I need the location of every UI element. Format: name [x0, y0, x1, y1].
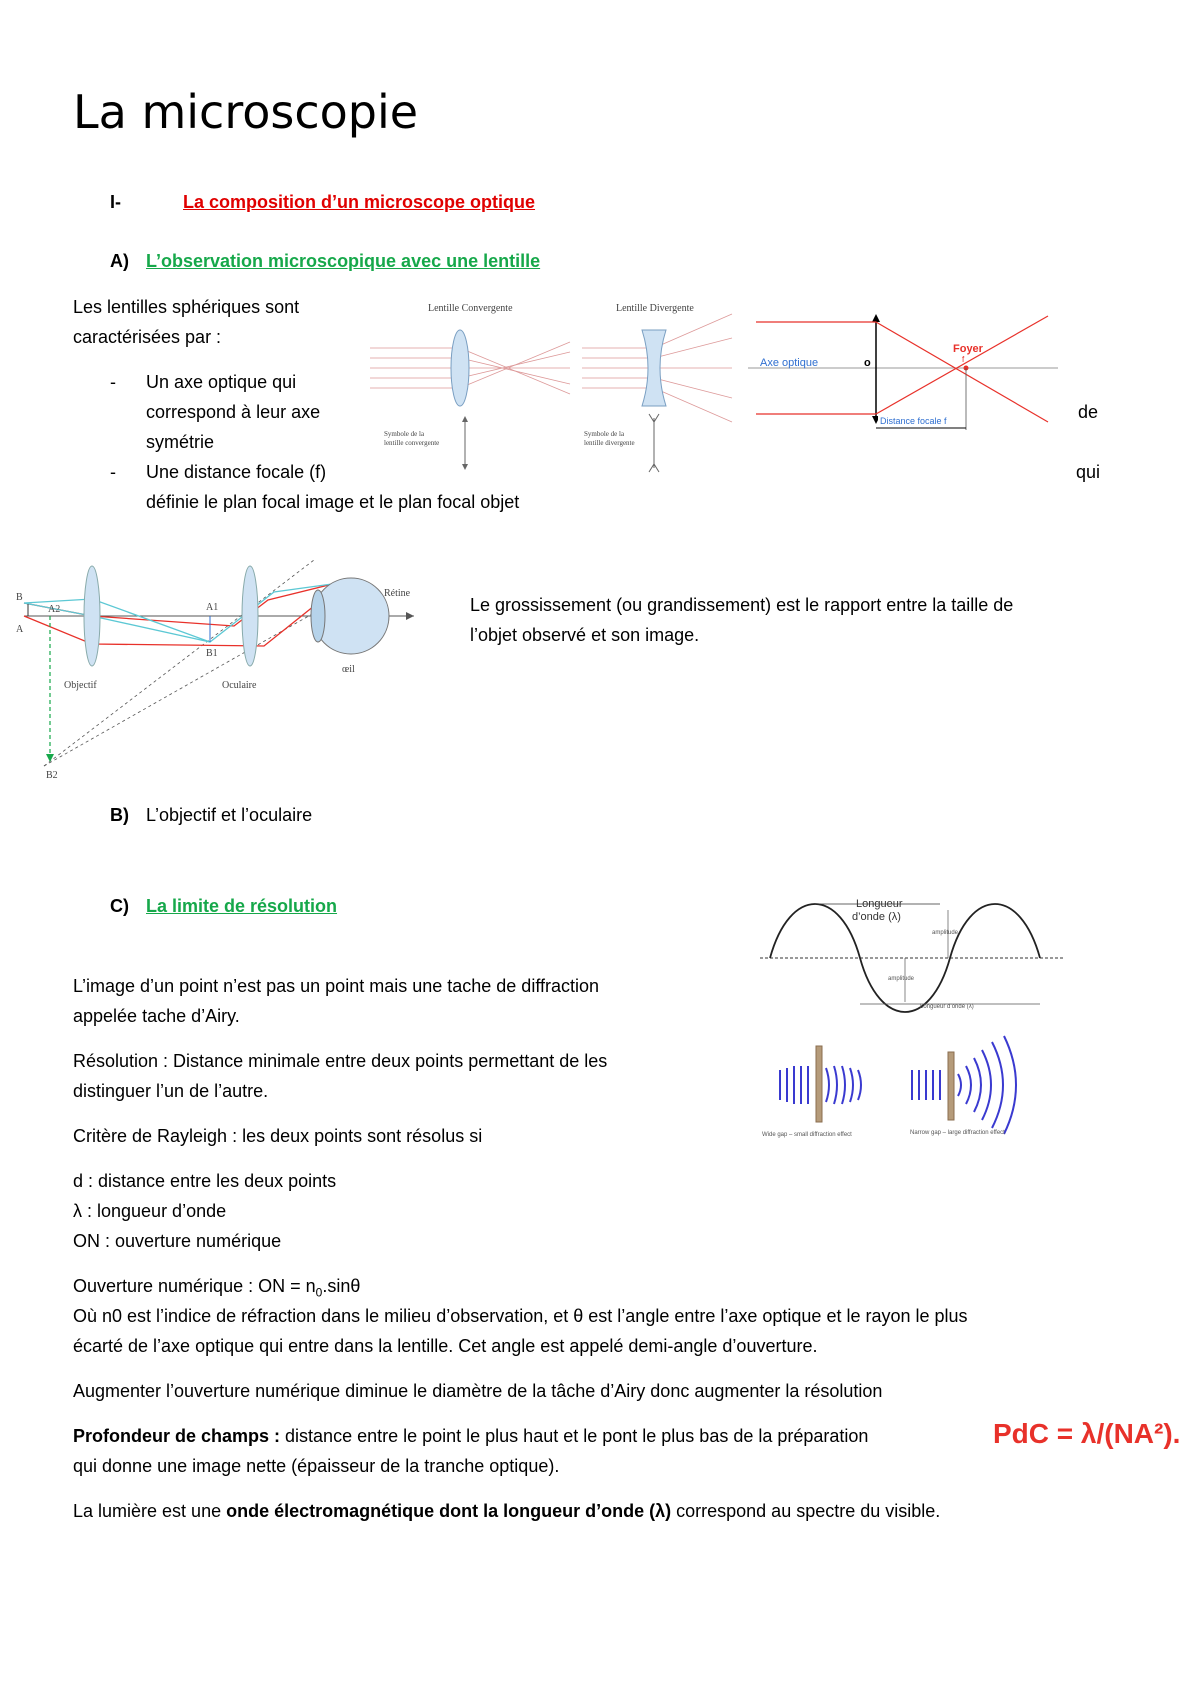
diffraction-figure: [760, 1030, 1060, 1140]
converging-symbol-label-2: lentille convergente: [384, 439, 440, 447]
subsection-b-number: B): [110, 805, 129, 825]
label-a1: A1: [206, 602, 219, 613]
label-a: A: [16, 624, 24, 635]
ouverture-line-2: Où n0 est l’indice de réfraction dans le milieu d’observation, et θ est l’angle entre l’axe optique et le rayon le plus: [73, 1306, 968, 1326]
diverging-symbol-label-1: Symbole de la: [584, 430, 625, 438]
wavelength-figure: [760, 896, 1070, 1016]
bullet-1-line-1: Un axe optique qui: [146, 372, 297, 392]
grossissement-line-2: l’objet observé et son image.: [470, 625, 700, 645]
label-b: B: [16, 592, 23, 603]
diverging-symbol-label-2: lentille divergente: [584, 439, 635, 447]
subsection-a-number: A): [110, 251, 129, 271]
bullet-1-tail: de: [1078, 402, 1099, 422]
focus-label: Foyer: [953, 343, 983, 355]
converging-lens-title: Lentille Convergente: [428, 303, 513, 314]
subsection-c-number: C): [110, 896, 129, 916]
label-a2: A2: [48, 604, 61, 615]
ouverture-formula: Ouverture numérique : ON = $n_0.\sin\theta$: [73, 1276, 361, 1300]
page-title: La microscopie: [73, 85, 419, 139]
bullet-2-line: Une distance focale (f): [146, 462, 327, 482]
lens-intro-line-1: Les lentilles sphériques sont: [73, 297, 300, 317]
resolution-line-1: Résolution : Distance minimale entre deux points permettant de les: [73, 1051, 608, 1071]
bullet-2-tail: qui: [1076, 462, 1101, 482]
lumiere-text: La lumière est une onde électromagnétique dont la longueur d’onde (λ) correspond au spectre du visible.: [73, 1501, 941, 1521]
airy-line-2: appelée tache d’Airy.: [73, 1006, 240, 1026]
wavelength-label-small: Longueur d’onde (λ): [920, 1004, 974, 1010]
label-oeil: œil: [342, 664, 355, 675]
bullet-1-line-2: correspond à leur axe: [146, 402, 321, 422]
augmenter-text: Augmenter l’ouverture numérique diminue le diamètre de la tâche d’Airy donc augmenter la résolution: [73, 1381, 883, 1401]
bullet-dash: -: [110, 462, 116, 482]
airy-line-1: L’image d’un point n’est pas un point mais une tache de diffraction: [73, 976, 600, 996]
label-b2: B2: [46, 770, 58, 781]
label-objectif: Objectif: [64, 680, 97, 691]
wavelength-label-1: Longueur: [856, 898, 903, 910]
focus-f-label: f: [962, 355, 965, 364]
wide-gap-label: Wide gap – small diffraction effect: [762, 1132, 852, 1138]
diverging-lens-title: Lentille Divergente: [616, 303, 694, 314]
pdc-formula: PdC = λ/(NA²).: [993, 1418, 1181, 1449]
wavelength-label-2: d’onde (λ): [852, 911, 901, 923]
focal-distance-figure: [748, 302, 1068, 442]
profondeur-line-1: Profondeur de champs : distance entre le point le plus haut et le pont le plus bas de la préparation: [73, 1426, 869, 1446]
rayleigh-criterion: Critère de Rayleigh : les deux points sont résolus si: [73, 1126, 483, 1146]
section-title: La composition d’un microscope optique: [183, 192, 536, 212]
profondeur-line-2: qui donne une image nette (épaisseur de la tranche optique).: [73, 1456, 560, 1476]
focal-distance-label: Distance focale f: [880, 416, 947, 426]
subsection-a-title: L’observation microscopique avec une lentille: [146, 251, 541, 271]
subsection-c-title: La limite de résolution: [146, 896, 338, 916]
ouverture-line-3: écarté de l’axe optique qui entre dans la lentille. Cet angle est appelé demi-angle d’ouverture.: [73, 1336, 818, 1356]
def-on: ON : ouverture numérique: [73, 1231, 282, 1251]
def-d: d : distance entre les deux points: [73, 1171, 337, 1191]
bullet-2-continuation: définie le plan focal image et le plan focal objet: [146, 492, 520, 512]
bullet-dash: -: [110, 372, 116, 392]
def-lambda: λ : longueur d’onde: [73, 1201, 227, 1221]
resolution-line-2: distinguer l’un de l’autre.: [73, 1081, 269, 1101]
converging-symbol-label-1: Symbole de la: [384, 430, 425, 438]
microscope-ray-diagram: [14, 556, 414, 786]
amplitude-label-top: amplitude: [932, 930, 959, 936]
bullet-1-line-3: symétrie: [146, 432, 215, 452]
grossissement-line-1: Le grossissement (ou grandissement) est le rapport entre la taille de: [470, 595, 1014, 615]
label-oculaire: Oculaire: [222, 680, 257, 691]
amplitude-label-bottom: amplitude: [888, 976, 915, 982]
center-label: o: [864, 357, 871, 369]
label-b1: B1: [206, 648, 218, 659]
label-retine: Rétine: [384, 588, 411, 599]
lens-intro-line-2: caractérisées par :: [73, 327, 222, 347]
optical-axis-label: Axe optique: [760, 357, 819, 369]
narrow-gap-label: Narrow gap – large diffraction effect: [910, 1130, 1005, 1136]
subsection-b-title: L’objectif et l’oculaire: [146, 805, 313, 825]
section-number: I-: [110, 192, 121, 212]
diverging-lens-figure: [582, 296, 742, 476]
